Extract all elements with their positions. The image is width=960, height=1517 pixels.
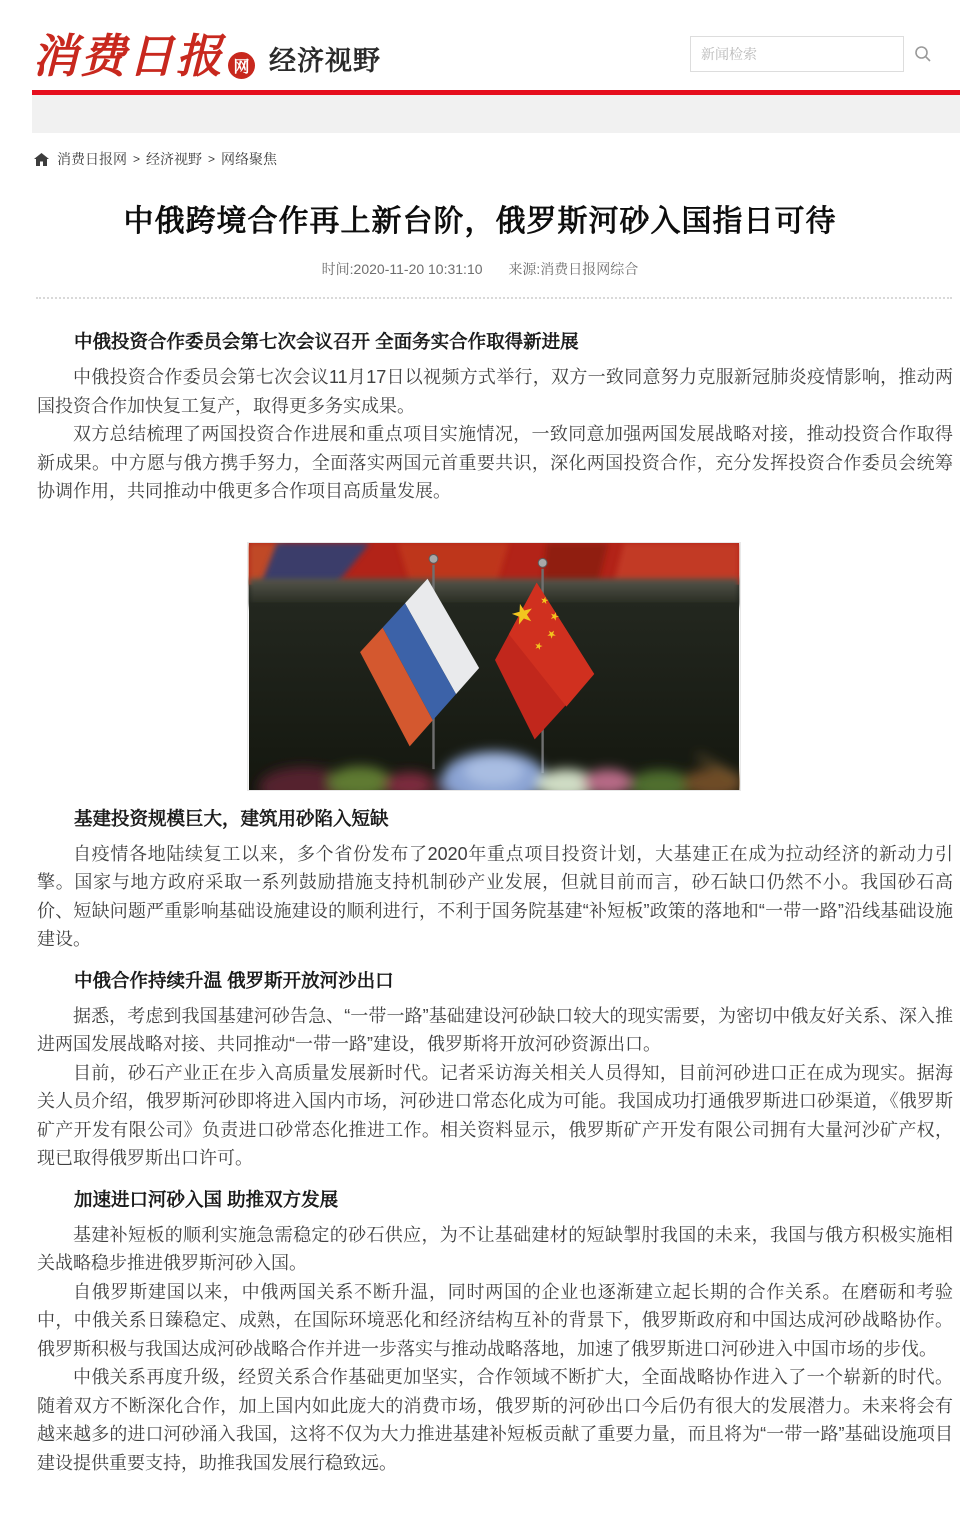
page-title: 中俄跨境合作再上新台阶，俄罗斯河砂入国指日可待 xyxy=(123,205,837,238)
paragraph: 自疫情各地陆续复工以来，多个省份发布了2020年重点项目投资计划，大基建正在成为拉动经济的新动力引擎。国家与地方政府采取一系列鼓励措施支持机制砂产业发展，但就目前而言，砂石缺口仍然不小。我国砂石高价、短缺问题严重影响基础设施建设的顺利进行，不利于国务院基建“补短板”政策的落地和“一带一路”沿线基础设施建设。 xyxy=(37,843,953,949)
search-input[interactable] xyxy=(690,36,904,72)
site-logo-badge: 网 xyxy=(228,52,255,79)
paragraph: 中俄关系再度升级，经贸关系合作基础更加坚实，合作领域不断扩大，全面战略协作进入了一个崭新的时代。随着双方不断深化合作，加上国内如此庞大的消费市场，俄罗斯的河砂出口今后仍有很大的发展潜力。未来将会有越来越多的进口河砂涌入我国，这将不仅为大力推进基建补短板贡献了重要力量，而且将为“一带一路”基础设施项目建设提供重要支持，助推我国发展行稳致远。 xyxy=(37,1367,953,1473)
paragraph: 中俄投资合作委员会第七次会议11月17日以视频方式举行，双方一致同意努力克服新冠肺炎疫情影响，推动两国投资合作加快复工复产，取得更多务实成果。 xyxy=(37,367,953,416)
section-heading: 基建投资规模巨大，建筑用砂陷入短缺 xyxy=(74,807,389,829)
article-meta xyxy=(0,259,960,279)
site-header xyxy=(0,0,960,90)
breadcrumb-separator: > xyxy=(208,152,216,166)
breadcrumb-item-home[interactable]: 消费日报网 xyxy=(57,151,127,167)
site-logo[interactable] xyxy=(32,32,255,82)
publish-time: 时间:2020-11-20 10:31:10 xyxy=(321,261,483,277)
article-section xyxy=(37,328,953,506)
paragraph: 自俄罗斯建国以来，中俄两国关系不断升温，同时两国的企业也逐渐建立起长期的合作关系。在磨砺和考验中，中俄关系日臻稳定、成熟，在国际环境恶化和经济结构互补的背景下，俄罗斯政府和中国达成河砂战略协作。俄罗斯积极与我国达成河砂战略合作并进一步落实与推动战略落地，加速了俄罗斯进口河砂进入中国市场的步伐。 xyxy=(37,1281,953,1359)
channel-title[interactable]: 经济视野 xyxy=(269,46,381,76)
paragraph: 目前，砂石产业正在步入高质量发展新时代。记者采访海关相关人员得知，目前河砂进口正在成为现实。据海关人员介绍，俄罗斯河砂即将进入国内市场，河砂进口常态化成为可能。我国成功打通俄罗斯进口砂渠道，《俄罗斯矿产开发有限公司》负责进口砂常态化推进工作。相关资料显示，俄罗斯矿产开发有限公司拥有大量河沙矿产权，现已取得俄罗斯出口许可。 xyxy=(37,1062,953,1168)
paragraph: 双方总结梳理了两国投资合作进展和重点项目实施情况，一致同意加强两国发展战略对接，推动投资合作取得新成果。中方愿与俄方携手努力，全面落实两国元首重要共识，深化两国投资合作，充分发挥投资合作委员会统筹协调作用，共同推动中俄更多合作项目高质量发展。 xyxy=(37,424,953,501)
paragraph: 据悉，考虑到我国基建河砂告急、“一带一路”基础建设河砂缺口较大的现实需要，为密切中俄友好关系、深入推进两国发展战略对接、共同推动“一带一路”建设，俄罗斯将开放河砂资源出口。 xyxy=(37,1005,953,1054)
section-heading: 中俄投资合作委员会第七次会议召开 全面务实合作取得新进展 xyxy=(74,331,579,352)
article-image xyxy=(247,542,743,791)
section-heading: 加速进口河砂入国 助推双方发展 xyxy=(74,1188,339,1210)
breadcrumb xyxy=(34,149,960,169)
article-body xyxy=(0,299,960,1517)
breadcrumb-item-channel[interactable]: 经济视野 xyxy=(146,151,203,167)
home-icon[interactable] xyxy=(34,153,49,166)
article-section xyxy=(37,805,953,954)
breadcrumb-separator: > xyxy=(133,152,141,166)
article-section xyxy=(37,967,953,1173)
article xyxy=(0,201,960,1517)
search-icon[interactable] xyxy=(914,45,932,63)
article-section xyxy=(37,1186,953,1478)
section-heading: 中俄合作持续升温 俄罗斯开放河沙出口 xyxy=(74,969,394,991)
search-bar xyxy=(690,36,932,72)
article-source: 来源:消费日报网综合 xyxy=(508,261,639,277)
breadcrumb-item-current[interactable]: 网络聚焦 xyxy=(221,151,278,167)
paragraph: 基建补短板的顺利实施急需稳定的砂石供应，为不让基础建材的短缺掣肘我国的未来，我国与俄方积极实施相关战略稳步推进俄罗斯河砂入国。 xyxy=(37,1224,953,1273)
subnav-band xyxy=(32,95,960,133)
site-logo-text: 消费日报 xyxy=(32,31,224,82)
china-russia-flags-photo xyxy=(247,542,741,791)
